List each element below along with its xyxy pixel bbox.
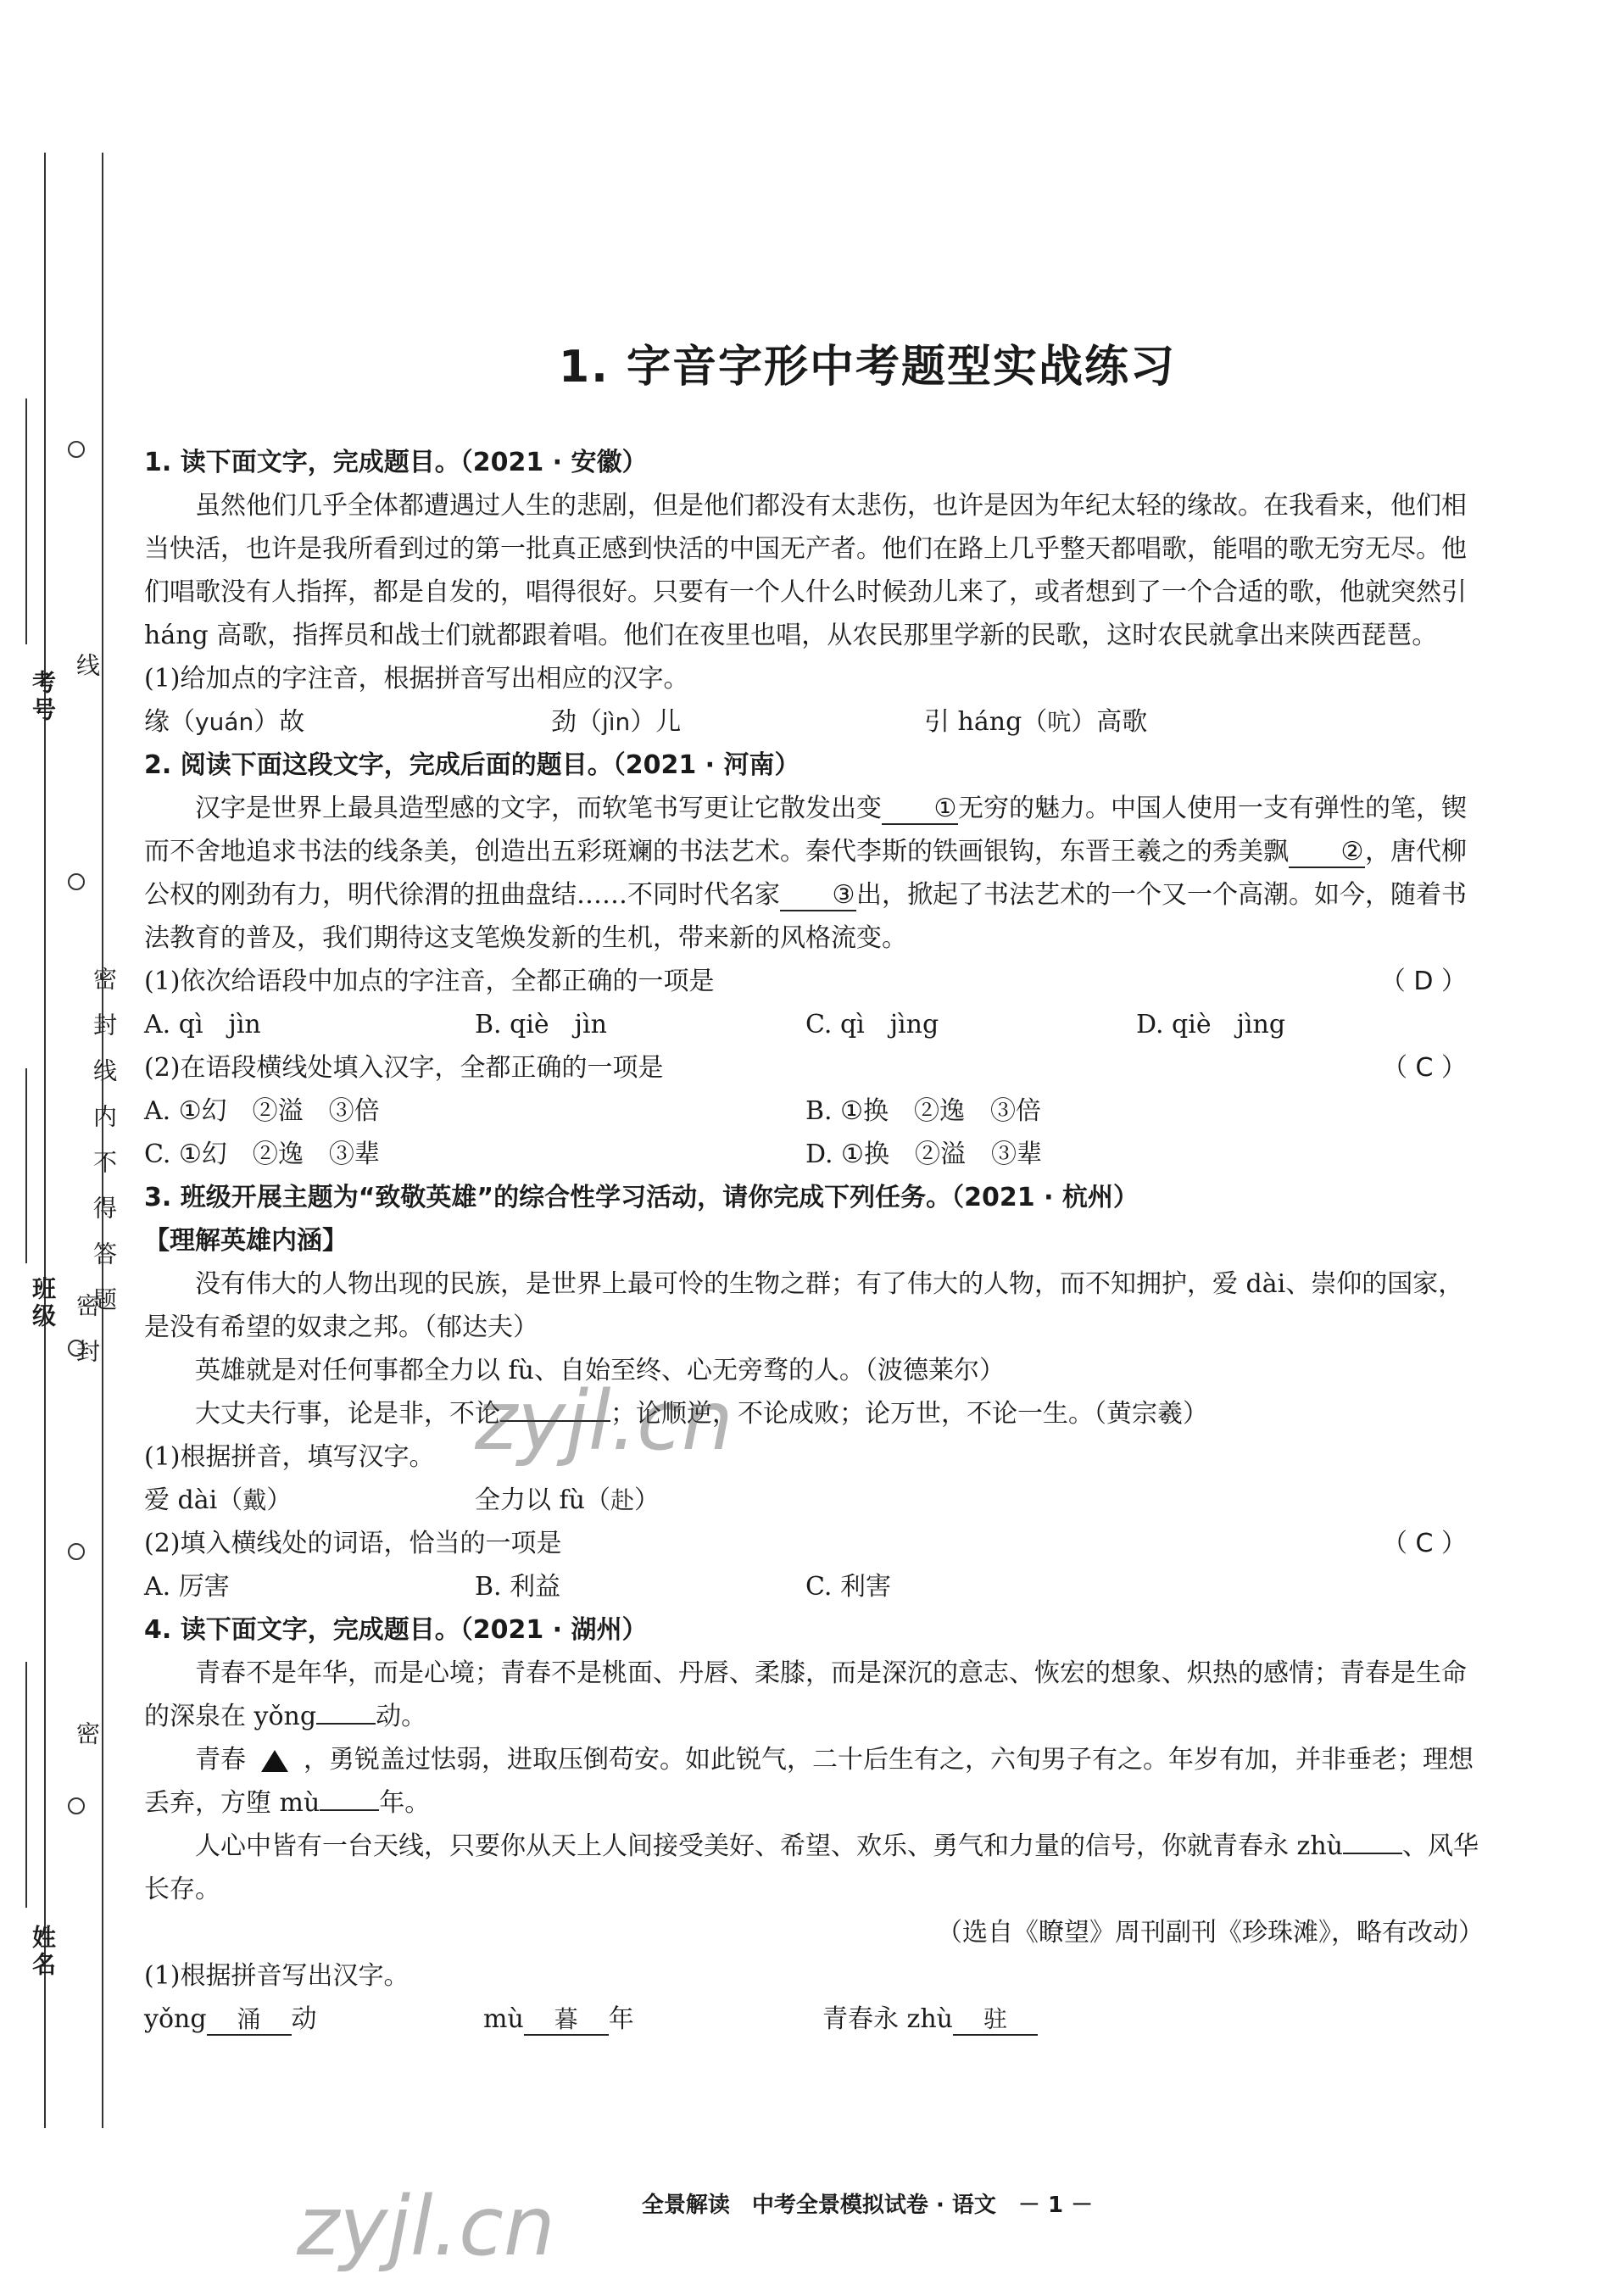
question-4-paragraph-1: 青春不是年华，而是心境；青春不是桃面、丹唇、柔膝，而是深沉的意志、恢宏的想象、炽热的感情；青春是生命的深泉在 yǒng 动。 — [144, 1658, 1467, 1731]
handwritten-answer: yuán — [195, 708, 254, 736]
answer-item: mù 暮 年 — [483, 2004, 634, 2034]
question-1-passage: 虽然他们几乎全体都遭遇过人生的悲剧，但是他们都没有太悲伤，也许是因为年纪太轻的缘故。在我看来，他们相当快活，也许是我所看到过的第一批真正感到快活的中国无产者。他们在路上几乎整天都唱歌，能唱的歌无穷无尽。他们唱歌没有人指挥，都是自发的，唱得很好。只要有一个人什么时候劲儿来了，或者想到了一个合适的歌，他就突然引 háng 高歌，指挥员和战士们就都跟着唱。他们在夜里也唱，从农民那里学新的民歌，这时农民就拿出来陕西琵琶。 — [144, 491, 1467, 650]
answer-item: 爱 dài（戴） — [144, 1485, 292, 1515]
answer-item: 缘（yuán）故 — [144, 707, 305, 737]
question-2 — [144, 744, 1484, 1176]
option: B. qiè jìn — [475, 1010, 607, 1039]
question-2-options-2a — [144, 1089, 1484, 1133]
exam-content — [144, 441, 1484, 2041]
handwritten-answer: 赴 — [610, 1486, 634, 1514]
fill-blank — [320, 1809, 379, 1811]
question-4-sub-1: (1)根据拼音写出汉字。 — [144, 1961, 410, 1991]
seal-text-bottom: 密 — [73, 1721, 101, 1767]
name-write-line — [25, 1662, 27, 1908]
question-3-quote-2: 英雄就是对任何事都全力以 fù、自始至终、心无旁骛的人。（波德莱尔） — [195, 1356, 1005, 1385]
answer-item: 引 háng（吭）高歌 — [924, 707, 1148, 737]
answer-item: yǒng 涌 动 — [144, 2004, 317, 2034]
option: D. ①换 ②溢 ③辈 — [805, 1140, 1042, 1169]
option: A. ①幻 ②溢 ③倍 — [144, 1096, 380, 1126]
question-4-answers — [144, 1998, 1484, 2041]
option: D. qiè jìng — [1136, 1010, 1286, 1039]
watermark-logo: zyjl.cn — [475, 1374, 733, 1468]
binding-hole — [68, 441, 85, 458]
question-2-options-2b — [144, 1133, 1484, 1176]
option: C. 利害 — [805, 1572, 891, 1602]
question-4-paragraph-2: 青春 ，勇锐盖过怯弱，进取压倒苟安。如此锐气，二十后生有之，六旬男子有之。年岁有加，并非垂老；理想丢弃，方堕 mù 年。 — [144, 1745, 1474, 1818]
name-label: 姓名 — [29, 1925, 57, 1979]
answer-item: 劲（jìn）儿 — [551, 707, 682, 737]
answer-item: 青春永 zhù 驻 — [822, 1998, 1038, 2041]
option: B. 利益 — [475, 1572, 561, 1602]
page-footer: 全景解读 中考全景模拟试卷 · 语文 － 1 － — [641, 2193, 1094, 2218]
watermark-logo: zyjl.cn — [297, 2179, 555, 2274]
exam-number-write-line — [25, 398, 27, 644]
answer-item: 全力以 fù（赴） — [475, 1485, 660, 1515]
handwritten-answer: 涌 — [207, 2005, 292, 2036]
margin-outer-line — [44, 153, 46, 2128]
fill-blank: ② — [1289, 838, 1365, 868]
question-3-answers — [144, 1479, 1484, 1522]
binding-hole — [68, 1797, 85, 1814]
question-1-heading: 1. 读下面文字，完成题目。（2021 · 安徽） — [144, 448, 648, 477]
fill-blank — [316, 1723, 376, 1725]
answer-bracket: （ C ） — [1381, 1053, 1467, 1083]
question-4 — [144, 1608, 1484, 2041]
option: C. ①幻 ②逸 ③辈 — [144, 1140, 380, 1169]
question-1-sub-1: (1)给加点的字注音，根据拼音写出相应的汉字。 — [144, 664, 689, 694]
binding-margin — [0, 0, 136, 2296]
question-3-quote-3: 大丈夫行事，论是非，不论 ；论顺逆，不论成败；论万世，不论一生。（黄宗羲） — [195, 1399, 1208, 1429]
question-1 — [144, 441, 1484, 744]
handwritten-answer: 吭 — [1047, 708, 1072, 736]
handwritten-answer: 驻 — [953, 2005, 1038, 2036]
fill-blank: ③ — [780, 881, 856, 911]
binding-hole — [68, 1543, 85, 1560]
binding-hole — [68, 873, 85, 890]
question-3-sub-2: (2)填入横线处的词语，恰当的一项是 （ C ） — [144, 1522, 1484, 1565]
question-4-paragraph-3: 人心中皆有一台天线，只要你从天上人间接受美好、希望、欢乐、勇气和力量的信号，你就青春永 zhù 、风华长存。 — [144, 1831, 1479, 1904]
question-2-sub-1: (1)依次给语段中加点的字注音，全都正确的一项是 （ D ） — [144, 960, 1484, 1003]
page-title: 1. 字音字形中考题型实战练习 — [558, 342, 1177, 393]
question-2-passage: 汉字是世界上最具造型感的文字，而软笔书写更让它散发出变 ①无穷的魅力。中国人使用一支有弹性的笔，锲而不舍地追求书法的线条美，创造出五彩斑斓的书法艺术。秦代李斯的铁画银钩，东晋王羲之的秀美飘 ②，唐代柳公权的刚劲有力，明代徐渭的扭曲盘结……不同时代名家 ③出，掀起了书法艺术的一个又一个高潮。如今，随着书法教育的普及，我们期待这支笔焕发新的生机，带来新的风格流变。 — [144, 794, 1467, 953]
question-3-sub-1: (1)根据拼音，填写汉字。 — [144, 1442, 435, 1472]
question-2-options-1 — [144, 1003, 1484, 1046]
option: A. 厉害 — [144, 1572, 230, 1602]
option: B. ①换 ②逸 ③倍 — [805, 1096, 1042, 1126]
answer-bracket: （ D ） — [1379, 967, 1467, 996]
handwritten-answer: 戴 — [242, 1486, 267, 1514]
question-1-answers — [144, 700, 1484, 744]
class-write-line — [25, 1068, 27, 1263]
question-3 — [144, 1176, 1484, 1608]
class-label: 班级 — [29, 1276, 57, 1330]
seal-text-lower: 密封 — [73, 1293, 101, 1385]
answer-bracket: （ C ） — [1381, 1529, 1467, 1558]
option: A. qì jìn — [144, 1010, 261, 1039]
question-3-heading: 3. 班级开展主题为“致敬英雄”的综合性学习活动，请你完成下列任务。（2021 · 杭州） — [144, 1183, 1139, 1212]
question-3-quote-1: 没有伟大的人物出现的民族，是世界上最可怜的生物之群；有了伟大的人物，而不知拥护，爱 dài、崇仰的国家，是没有希望的奴隶之邦。（郁达夫） — [144, 1269, 1464, 1342]
fill-blank: ① — [882, 794, 958, 825]
question-3-options — [144, 1565, 1484, 1608]
question-4-source: （选自《瞭望》周刊副刊《珍珠滩》，略有改动） — [937, 1918, 1484, 1948]
question-2-heading: 2. 阅读下面这段文字，完成后面的题目。（2021 · 河南） — [144, 750, 800, 780]
question-2-sub-2: (2)在语段横线处填入汉字，全都正确的一项是 （ C ） — [144, 1046, 1484, 1089]
handwritten-answer: jìn — [602, 708, 631, 736]
handwritten-answer: 暮 — [524, 2005, 609, 2036]
fill-blank — [1343, 1853, 1402, 1854]
question-3-section-title: 【理解英雄内涵】 — [144, 1226, 348, 1256]
seal-text-top: 线 — [73, 653, 101, 699]
option: C. qì jìng — [805, 1010, 939, 1039]
seal-text-middle: 密封线内不得答题 — [90, 967, 118, 1333]
triangle-marker-icon — [261, 1750, 288, 1772]
exam-number-label: 考号 — [29, 670, 57, 724]
question-4-heading: 4. 读下面文字，完成题目。（2021 · 湖州） — [144, 1615, 648, 1645]
